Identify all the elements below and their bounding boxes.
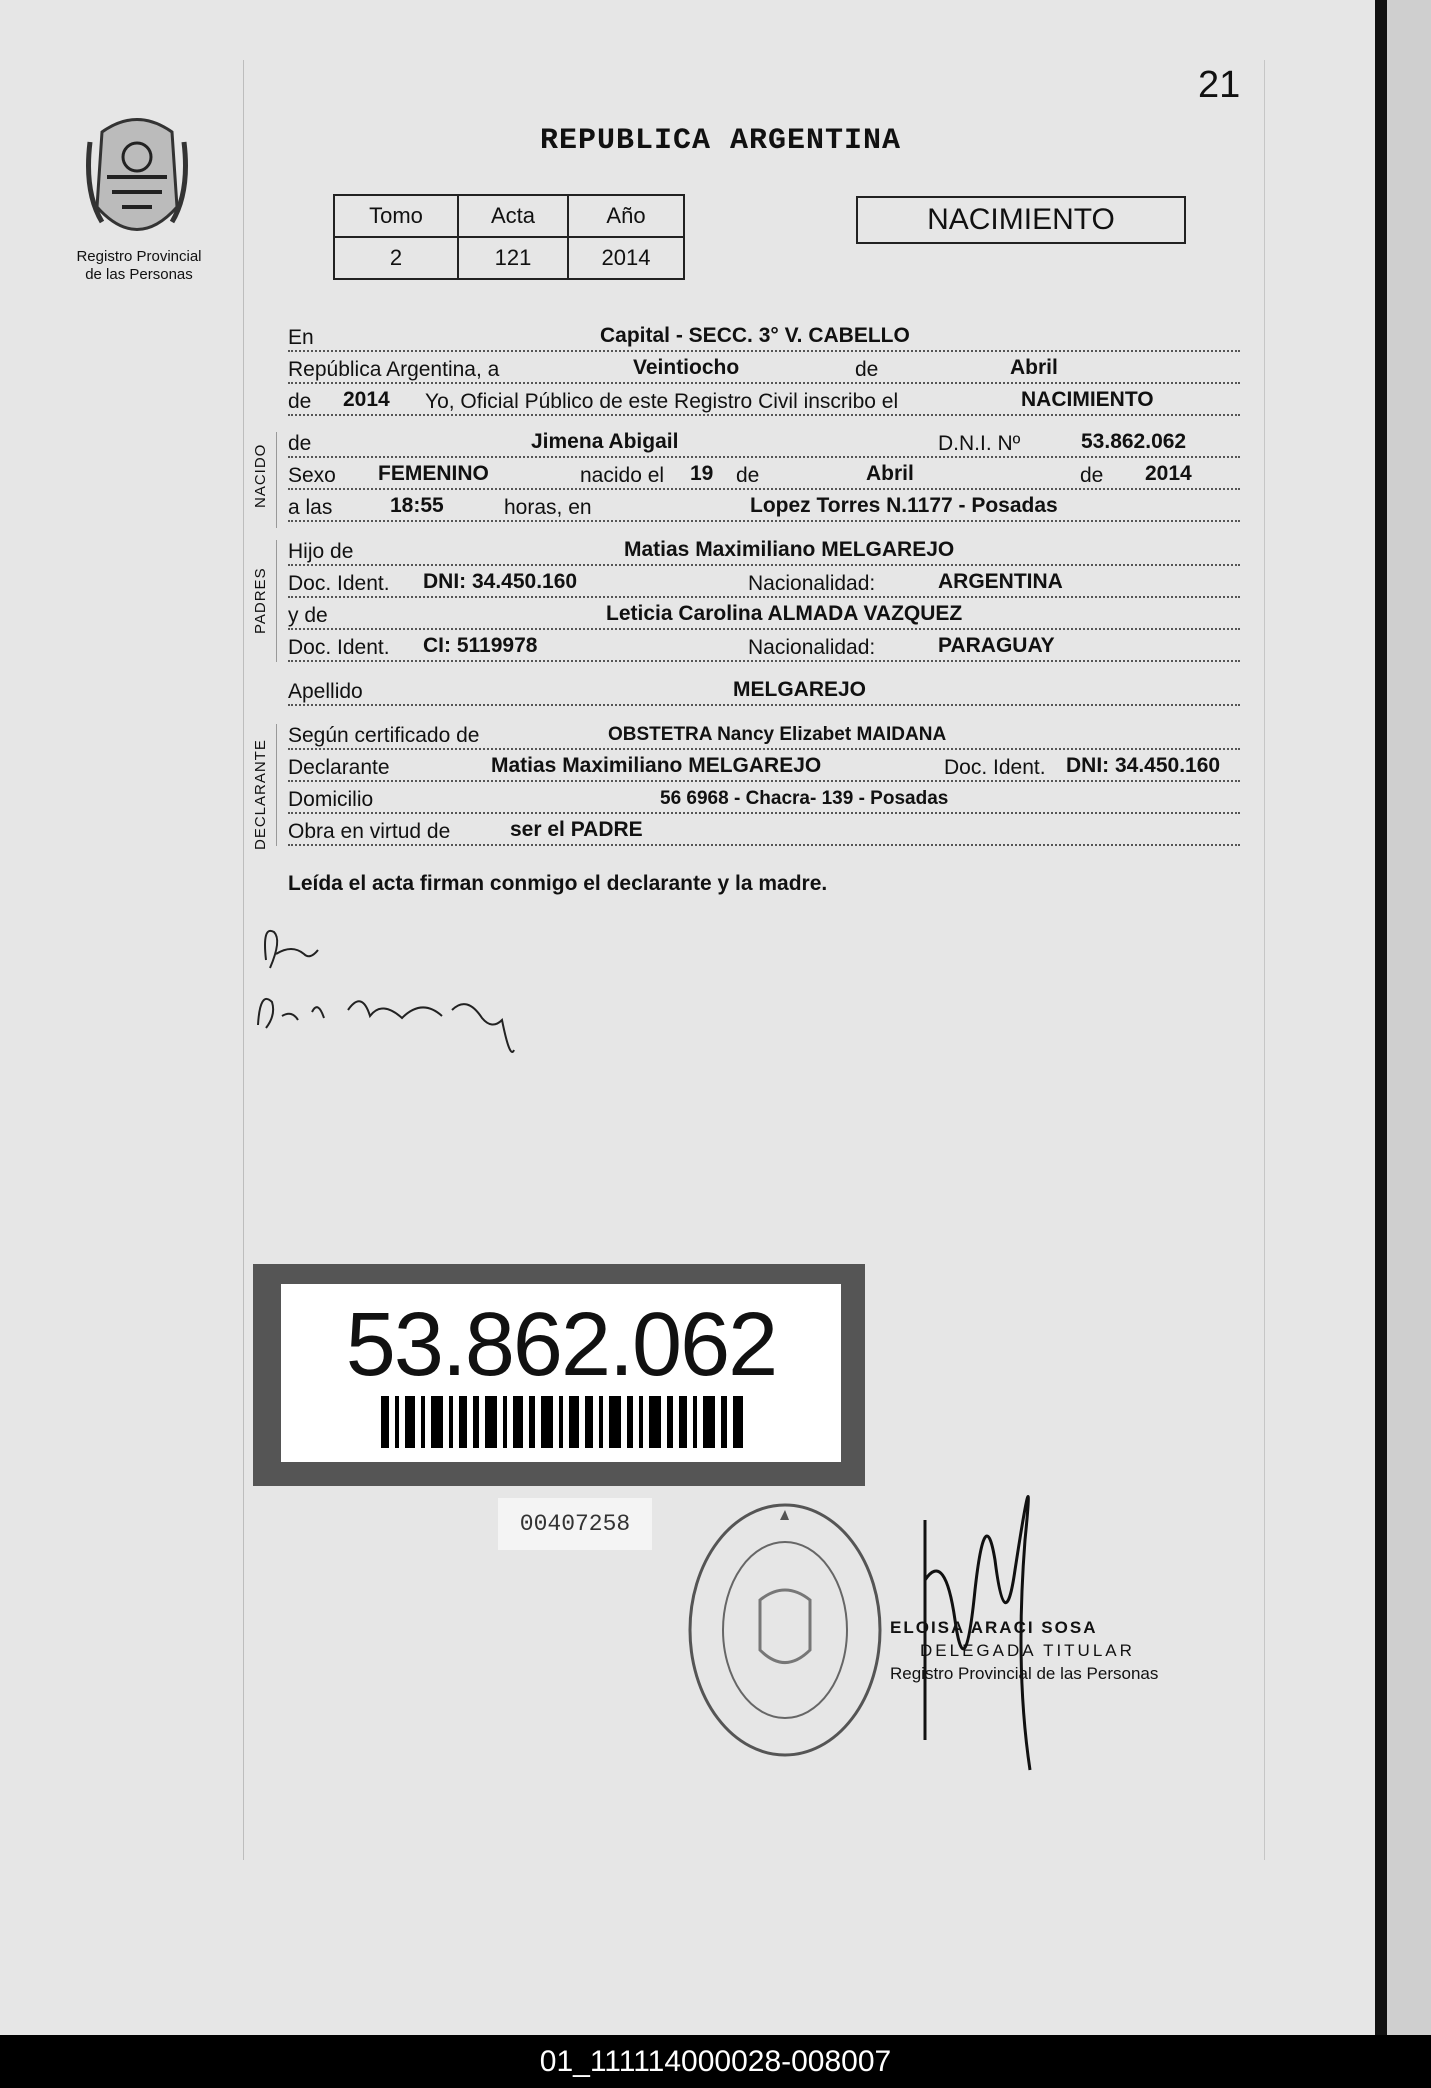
place-value: Capital - SECC. 3° V. CABELLO: [600, 324, 910, 347]
page-edge: [1375, 0, 1387, 2035]
acta-value: 121: [458, 237, 568, 279]
barcode-icon: [381, 1396, 751, 1448]
anio-header: Año: [568, 195, 684, 237]
year-value: 2014: [343, 388, 390, 411]
row-name: de Jimena Abigail D.N.I. Nº 53.862.062: [288, 432, 1240, 462]
page-number: 21: [1198, 64, 1241, 106]
anio-value: 2014: [568, 237, 684, 279]
row-time: a las 18:55 horas, en Lopez Torres N.1177 - Posadas: [288, 496, 1240, 526]
side-label-nacido: NACIDO: [252, 443, 269, 508]
father-doc-value: DNI: 34.450.160: [423, 570, 578, 593]
row-en: En Capital - SECC. 3° V. CABELLO: [288, 326, 1240, 356]
birth-place-value: Lopez Torres N.1177 - Posadas: [750, 494, 1058, 517]
child-dni-value: 53.862.062: [1081, 430, 1187, 453]
closing-statement: Leída el acta firman conmigo el declarante y la madre.: [288, 872, 828, 895]
row-surname: Apellido MELGAREJO: [288, 680, 1240, 710]
obra-value: ser el PADRE: [510, 818, 643, 841]
surname-value: MELGAREJO: [733, 678, 867, 701]
tomo-header: Tomo: [334, 195, 458, 237]
row-father: Hijo de Matias Maximiliano MELGAREJO: [288, 540, 1240, 570]
seal-caption: Registro Provincial de las Personas: [76, 248, 202, 283]
row-obra: Obra en virtud de ser el PADRE: [288, 820, 1240, 850]
day-words-value: Veintiocho: [633, 356, 740, 379]
birth-day-value: 19: [690, 462, 714, 485]
document-type-box: NACIMIENTO: [856, 196, 1186, 244]
father-nat-value: ARGENTINA: [938, 570, 1063, 593]
row-mother: y de Leticia Carolina ALMADA VAZQUEZ: [288, 604, 1240, 634]
row-declarant: Declarante Matias Maximiliano MELGAREJO Doc. Ident. DNI: 34.450.160: [288, 756, 1240, 786]
certificate-value: OBSTETRA Nancy Elizabet MAIDANA: [608, 724, 947, 745]
row-address: Domicilio 56 6968 - Chacra- 139 - Posadas: [288, 788, 1240, 818]
address-value: 56 6968 - Chacra- 139 - Posadas: [660, 788, 949, 809]
official-name: ELOISA ARACI SOSA: [890, 1618, 1098, 1637]
right-margin-line: [1264, 60, 1265, 1860]
month-value: Abril: [1010, 356, 1058, 379]
sexo-value: FEMENINO: [378, 462, 489, 485]
birth-month-value: Abril: [866, 462, 914, 485]
scan-footer-code: 01_111114000028-008007: [0, 2035, 1431, 2088]
father-value: Matias Maximiliano MELGAREJO: [624, 538, 955, 561]
row-year: de 2014 Yo, Oficial Público de este Registro Civil inscribo el NACIMIENTO: [288, 390, 1240, 420]
tomo-value: 2: [334, 237, 458, 279]
birth-year-value: 2014: [1145, 462, 1192, 485]
left-margin-line: [243, 60, 244, 1860]
official-role: DELEGADA TITULAR: [920, 1641, 1135, 1660]
row-date: República Argentina, a Veintiocho de Abril: [288, 358, 1240, 388]
row-sexo: Sexo FEMENINO nacido el 19 de Abril de 2014: [288, 464, 1240, 494]
document-title: REPUBLICA ARGENTINA: [540, 124, 902, 158]
barcode-label: [253, 1264, 865, 1486]
stamp-icon: [680, 1490, 890, 1770]
acta-header: Acta: [458, 195, 568, 237]
row-certificate: Según certificado de OBSTETRA Nancy Elizabet MAIDANA: [288, 724, 1240, 754]
side-label-declarante: DECLARANTE: [252, 739, 269, 850]
declarant-value: Matias Maximiliano MELGAREJO: [491, 754, 822, 777]
official-signature: [915, 1440, 1045, 1780]
official-office: Registro Provincial de las Personas: [890, 1664, 1159, 1683]
tomo-acta-table: [333, 194, 685, 280]
signatures: [252, 920, 592, 1070]
mother-nat-value: PARAGUAY: [938, 634, 1055, 657]
declarant-doc-value: DNI: 34.450.160: [1066, 754, 1221, 777]
mother-value: Leticia Carolina ALMADA VAZQUEZ: [606, 602, 963, 625]
child-name-value: Jimena Abigail: [531, 430, 679, 453]
inscribe-value: NACIMIENTO: [1021, 388, 1154, 411]
side-label-padres: PADRES: [252, 567, 269, 634]
row-mother-doc: Doc. Ident. CI: 5119978 Nacionalidad: PARAGUAY: [288, 636, 1240, 666]
province-seal-icon: [82, 112, 192, 252]
mother-doc-value: CI: 5119978: [423, 634, 538, 657]
time-value: 18:55: [390, 494, 444, 517]
barcode-number: 53.862.062: [345, 1295, 777, 1395]
serial-number: 00407258: [498, 1498, 652, 1550]
row-father-doc: Doc. Ident. DNI: 34.450.160 Nacionalidad: ARGENTINA: [288, 572, 1240, 602]
scan-margin: [1387, 0, 1431, 2035]
